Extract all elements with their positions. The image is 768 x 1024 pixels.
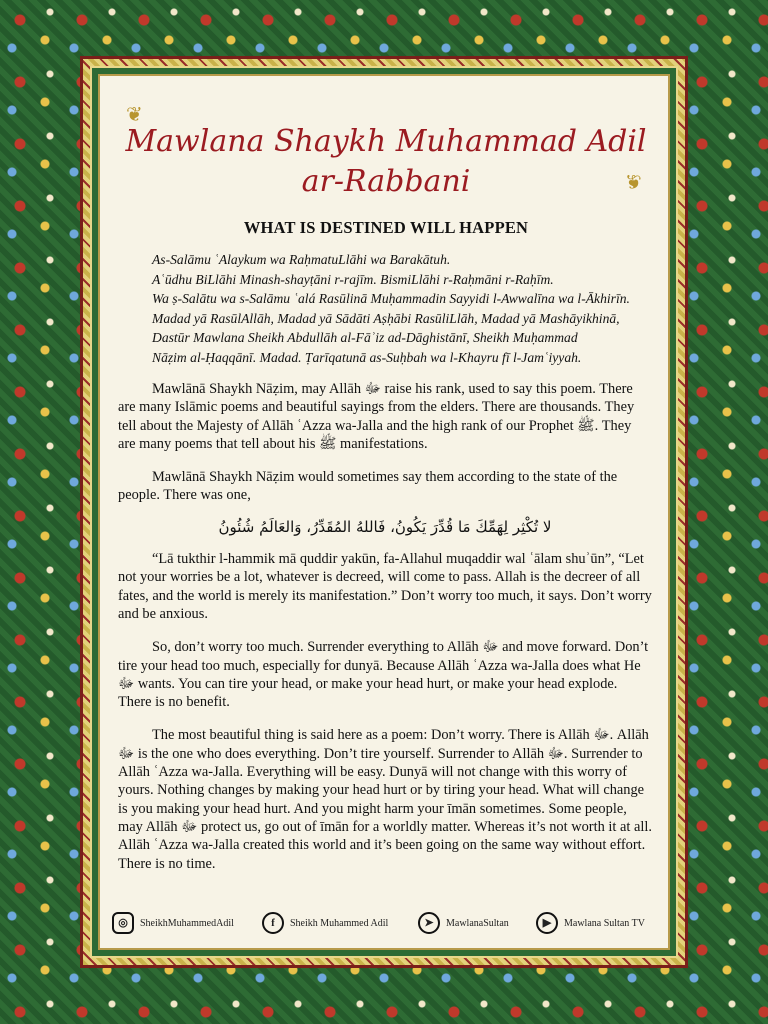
corner-ornament-right: ❦ [625, 172, 642, 194]
page-content [98, 74, 670, 950]
invocation-line: Dastūr Mawlana Sheikh Abdullāh al-Fāʾiz ad-Dāghistānī, Sheikh Muḥammad [152, 330, 578, 345]
paragraph: So, don’t worry too much. Surrender everything to Allāh ﷻ and move forward. Don’t tire your head too much, especially for dunyā. Because Allāh ʿAzza wa-Jalla does what He ﷻ wants. You can tire your head, or make your head hurt, or make your head explode. There is no benefit. [118, 639, 649, 711]
paragraph: The most beautiful thing is said here as a poem: Don’t worry. There is Allāh ﷻ. Allāh ﷻ is the one who does everything. Don’t tire yourself. Surrender to Allāh ﷻ. Surrender to Allāh ʿAzza wa-Jalla. Everything will be easy. Dunyā will not change with this worry of yours. Nothing changes by making your head hurt or by tiring your head. What will change is you making your head hurt. And you might harm your īmān sometimes. Some people, may Allāh ﷻ protect us, go out of īmān for a worldly matter. Whereas it’s not worth it at all. Allāh ʿAzza wa-Jalla created this world and it’s been going on the same way without effort. There is no time. [118, 727, 652, 872]
facebook-handle: Sheikh Muhammed Adil [290, 917, 389, 929]
article-body [118, 380, 652, 888]
invocation-line: As-Salāmu ʿAlaykum wa RaḥmatuLlāhi wa Barakātuh. [152, 252, 451, 267]
invocation-line: Nāẓim al-Ḥaqqānī. Madad. Ṭarīqatunā as-Suḥbah wa l-Khayru fī l-Jamʿiyyah. [152, 349, 582, 365]
youtube-handle: Mawlana Sultan TV [564, 917, 645, 929]
instagram-link[interactable] [112, 912, 234, 934]
facebook-link[interactable] [262, 912, 388, 934]
paragraph: “Lā tukthir l-hammik mā quddir yakūn, fa-Allahul muqaddir wal ʿālam shuʾūn”, “Let not your worries be a lot, whatever is decreed, will come to pass. Allah is the decreer of all fates, and the world is merely its manifestation.” Don’t worry too much, it says. Don’t worry and be anxious. [118, 551, 652, 622]
paragraph: Mawlānā Shaykh Nāẓim, may Allāh ﷻ raise his rank, used to say this poem. There are many Islāmic poems and beautiful sayings from the elders. There are thousands. They tell about the Majesty of Allāh ʿAzza wa-Jalla and the high rank of our Prophet ﷺ. They are many poems that tell about his ﷺ manifestations. [118, 381, 635, 452]
social-footer [100, 904, 672, 944]
instagram-icon: ◎ [112, 912, 134, 934]
paragraph: Mawlānā Shaykh Nāẓim would sometimes say them according to the state of the people. There was one, [118, 469, 618, 504]
instagram-handle: SheikhMuhammedAdil [140, 917, 234, 929]
youtube-link[interactable] [536, 912, 645, 934]
facebook-icon: f [262, 912, 284, 934]
title-line-2: ar-Rabbani [301, 164, 471, 199]
title-line-1: Mawlana Shaykh Muhammad Adil [125, 124, 647, 159]
youtube-icon: ▶ [536, 912, 558, 934]
corner-ornament-top-left: ❦ [126, 104, 143, 126]
invocation-line: Aʿūdhu BiLlāhi Minash-shayṭāni r-rajīm. BismiLlāhi r-Raḥmāni r-Raḥīm. [152, 271, 554, 287]
arabic-verse: لا تُكْثِر لِهَمِّكَ مَا قُدِّرَ يَكُونُ، فَاللهُ المُقَدِّرُ، وَالعَالَمُ شُئُونُ [218, 517, 552, 536]
invocation-line: Madad yā RasūlAllāh, Madad yā Sādāti Aṣḥābi RasūliLlāh, Madad yā Mashāyikhinā, [152, 310, 620, 326]
invocation-line: Wa ṣ-Salātu wa s-Salāmu ʿalá Rasūlinā Muḥammadin Sayyidi l-Awwalīna wa l-Ākhirīn. [152, 291, 630, 306]
section-heading: WHAT IS DESTINED WILL HAPPEN [243, 218, 529, 237]
invocation-block [152, 250, 667, 367]
telegram-icon: ➤ [418, 912, 440, 934]
telegram-link[interactable] [418, 912, 509, 934]
telegram-handle: MawlanaSultan [446, 917, 509, 929]
